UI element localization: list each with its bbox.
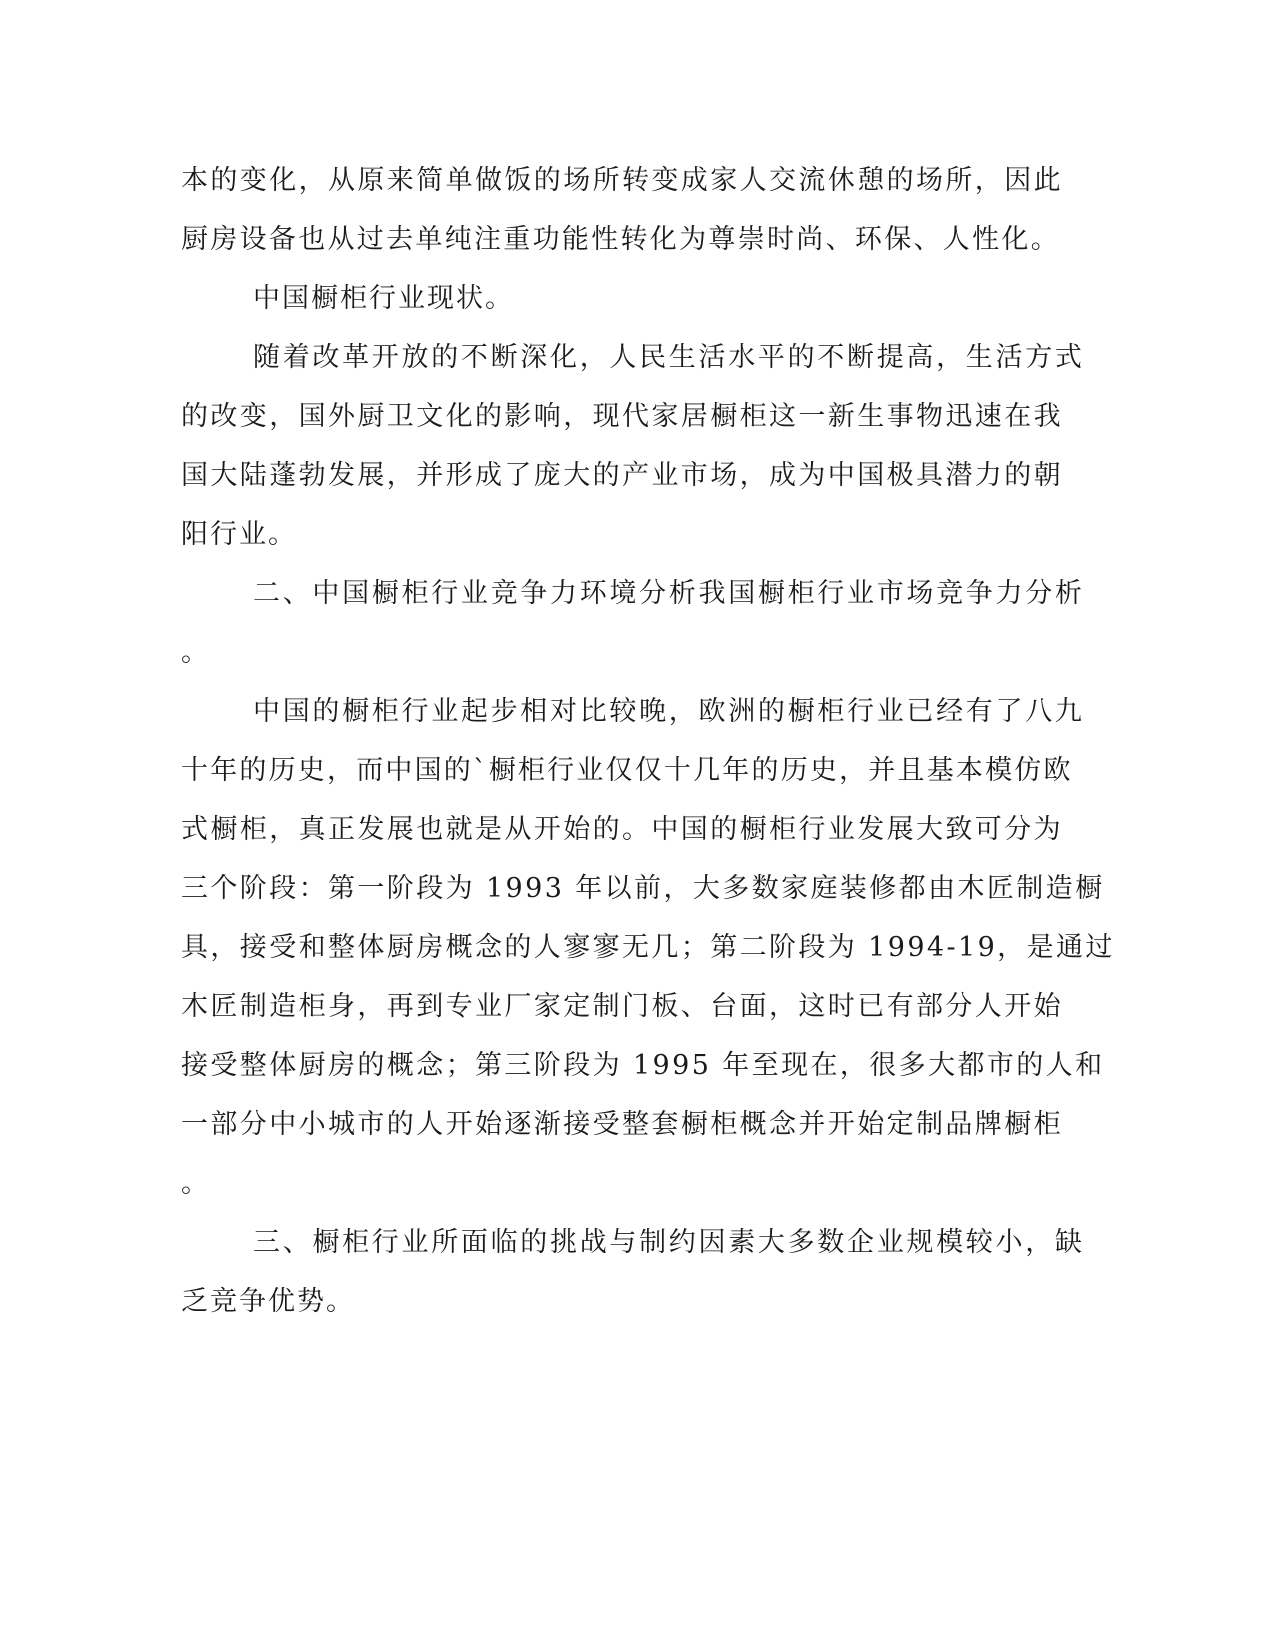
paragraph-line: 随着改革开放的不断深化，人民生活水平的不断提高，生活方式: [253, 342, 1085, 373]
paragraph-line: 式橱柜，真正发展也就是从开始的。中国的橱柜行业发展大致可分为: [181, 814, 1063, 845]
section-heading: 中国橱柜行业现状。: [253, 283, 514, 314]
paragraph-line: 接受整体厨房的概念；第三阶段为 1995 年至现在，很多大都市的人和: [181, 1050, 1105, 1081]
paragraph-line: 的改变，国外厨卫文化的影响，现代家居橱柜这一新生事物迅速在我: [181, 401, 1063, 432]
paragraph-line: 中国的橱柜行业起步相对比较晚，欧洲的橱柜行业已经有了八九: [253, 696, 1085, 727]
paragraph-line: 具，接受和整体厨房概念的人寥寥无几；第二阶段为 1994-19，是通过: [181, 932, 1115, 963]
paragraph-line: 。: [181, 637, 208, 668]
paragraph-line: 一部分中小城市的人开始逐渐接受整套橱柜概念并开始定制品牌橱柜: [181, 1109, 1063, 1140]
paragraph-line: 阳行业。: [181, 519, 297, 550]
paragraph-line: 乏竞争优势。: [181, 1286, 355, 1317]
paragraph-line: 三个阶段：第一阶段为 1993 年以前，大多数家庭装修都由木匠制造橱: [181, 873, 1105, 904]
paragraph-line: 厨房设备也从过去单纯注重功能性转化为尊崇时尚、环保、人性化。: [181, 224, 1060, 255]
paragraph-line: 木匠制造柜身，再到专业厂家定制门板、台面，这时已有部分人开始: [181, 991, 1063, 1022]
section-heading: 三、橱柜行业所面临的挑战与制约因素大多数企业规模较小，缺: [253, 1227, 1085, 1258]
paragraph-line: 。: [181, 1168, 208, 1199]
paragraph-line: 国大陆蓬勃发展，并形成了庞大的产业市场，成为中国极具潜力的朝: [181, 460, 1063, 491]
section-heading: 二、中国橱柜行业竞争力环境分析我国橱柜行业市场竞争力分析: [253, 578, 1085, 609]
paragraph-line: 本的变化，从原来简单做饭的场所转变成家人交流休憩的场所，因此: [181, 165, 1063, 196]
paragraph-line: 十年的历史，而中国的`橱柜行业仅仅十几年的历史，并且基本模仿欧: [181, 755, 1073, 786]
